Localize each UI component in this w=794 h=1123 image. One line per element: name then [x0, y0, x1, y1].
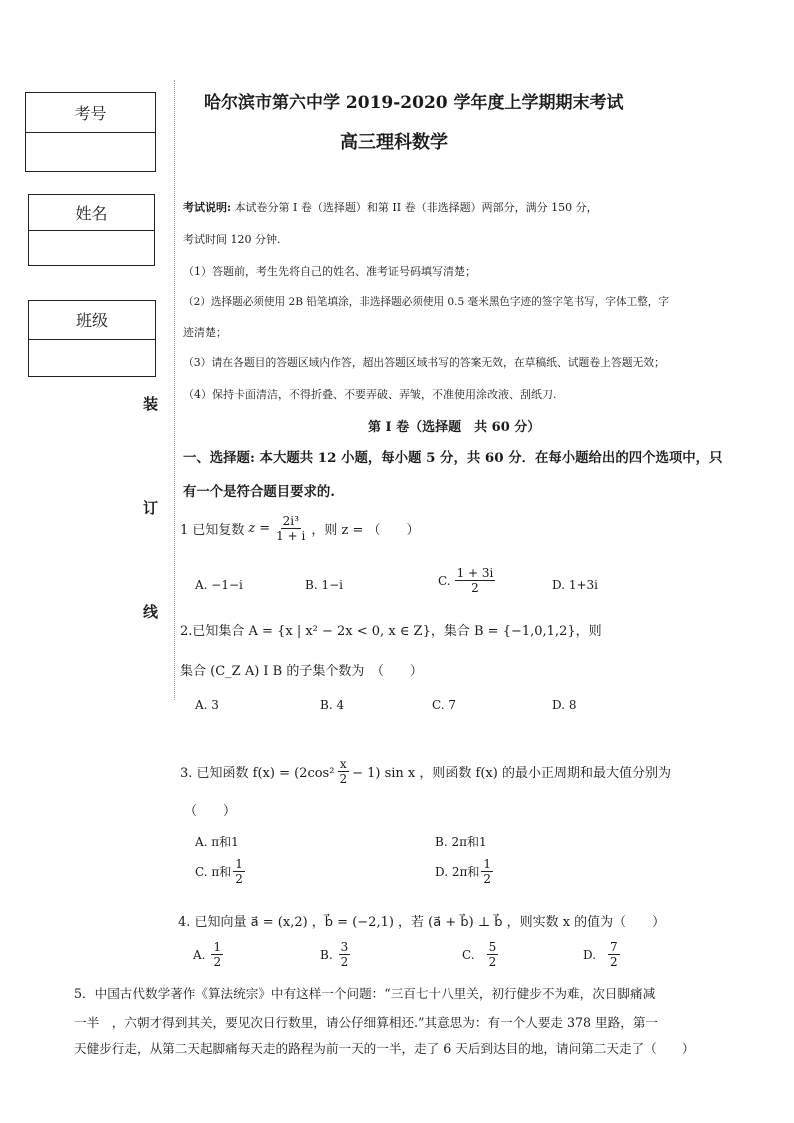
- exam-number-box: [25, 92, 156, 172]
- question-2-line1: 2.已知集合 A = {x | x² − 2x < 0, x ∈ Z}，集合 B = {−1,0,1,2}，则: [180, 624, 602, 639]
- q1-fraction: [274, 514, 307, 543]
- q4-option-b-numerator: 3: [340, 940, 349, 954]
- q4-option-c-denominator: 2: [488, 955, 497, 969]
- q1-numerator: 2i³: [282, 514, 299, 528]
- instructions-lead-label: 考试说明:: [183, 201, 232, 214]
- q4-option-a-numerator: 1: [213, 940, 222, 954]
- binding-char-ding: 订: [143, 499, 159, 517]
- q4-option-c[interactable]: [462, 940, 498, 969]
- question-5-line2: 一半 ，六朝才得到其关，要见次日行数里，请公仔细算相还.”其意思为：有一个人要走 378 里路，第一: [74, 1015, 659, 1030]
- q4-option-b[interactable]: [320, 940, 350, 969]
- binding-dotted-line: [174, 80, 175, 700]
- q1-option-c[interactable]: [438, 566, 495, 595]
- q4-option-c-numerator: 5: [488, 940, 497, 954]
- question-3: [180, 757, 671, 786]
- question-1: [180, 514, 419, 543]
- q3-option-d-numerator: 1: [483, 857, 491, 871]
- q1-z: z: [248, 521, 256, 536]
- instruction-item-2-cont: 迹清楚；: [183, 326, 227, 339]
- q1-equals: =: [259, 521, 271, 536]
- q3-option-d-denominator: 2: [483, 872, 491, 886]
- q2-option-b[interactable]: B. 4: [320, 698, 345, 712]
- binding-char-zhuang: 装: [143, 395, 159, 413]
- class-field[interactable]: [29, 340, 155, 378]
- q3-option-d-label: D. 2π和: [435, 865, 480, 879]
- q3-post: − 1) sin x ，则函数 f(x) 的最小正周期和最大值分别为: [352, 766, 671, 781]
- q1-option-d[interactable]: D. 1+3i: [552, 578, 598, 592]
- instruction-item-1: （1）答题前，考生先将自己的姓名、准考证号码填写清楚；: [183, 265, 476, 278]
- class-label: 班级: [29, 301, 155, 340]
- instructions-time: 考试时间 120 分钟.: [183, 233, 281, 246]
- q4-option-a-denominator: 2: [213, 955, 222, 969]
- q4-option-d-label: D.: [583, 947, 597, 962]
- q1-option-c-fraction: [455, 566, 496, 595]
- q4-option-a-label: A.: [193, 947, 206, 962]
- question-5-line3: 天健步行走，从第二天起脚痛每天走的路程为前一天的一半，走了 6 天后到达目的地，请问第二天走了（ ）: [74, 1041, 695, 1056]
- question-5-line1: 5．中国古代数学著作《算法统宗》中有这样一个问题：“三百七十八里关，初行健步不为难，次日脚痛减: [74, 986, 656, 1001]
- q1-option-b[interactable]: B. 1−i: [305, 578, 343, 592]
- q3-numerator: x: [339, 757, 347, 771]
- q1-option-a[interactable]: A. −1−i: [195, 578, 243, 592]
- instruction-item-4: （4）保持卡面清洁，不得折叠、不要弄破、弄皱，不准使用涂改液、刮纸刀.: [183, 388, 557, 401]
- q3-option-a[interactable]: A. π和1: [195, 835, 239, 849]
- instruction-item-3: （3）请在各题目的答题区域内作答，超出答题区域书写的答案无效，在草稿纸、试题卷上答题无效；: [183, 356, 665, 369]
- q1-option-c-denominator: 2: [471, 581, 479, 595]
- exam-number-label: 考号: [26, 93, 155, 133]
- name-label: 姓名: [29, 195, 154, 231]
- q4-option-d-denominator: 2: [610, 955, 618, 969]
- q3-option-c[interactable]: [195, 857, 245, 886]
- q1-denominator: 1 + i: [276, 529, 306, 543]
- section-instructions-line2: 有一个是符合题目要求的.: [183, 484, 335, 500]
- q3-option-c-denominator: 2: [235, 872, 243, 886]
- q3-option-c-fraction: [233, 857, 245, 886]
- q3-option-b[interactable]: B. 2π和1: [435, 835, 487, 849]
- q4-option-b-fraction: [339, 940, 351, 969]
- exam-subtitle: 高三理科数学: [340, 132, 448, 153]
- q4-option-d-fraction: [608, 940, 620, 969]
- question-2-line2: 集合 (C_Z A) I B 的子集个数为 （ ）: [180, 664, 423, 679]
- q4-option-c-fraction: [487, 940, 499, 969]
- q2-option-a[interactable]: A. 3: [195, 698, 219, 712]
- instructions-lead-text: 本试卷分第 I 卷（选择题）和第 II 卷（非选择题）两部分，满分 150 分，: [234, 201, 598, 214]
- q3-option-d[interactable]: [435, 857, 493, 886]
- q1-prefix: 1 已知复数: [180, 523, 245, 538]
- q2-option-d[interactable]: D. 8: [552, 698, 577, 712]
- q1-suffix: ，则 z = （ ）: [311, 523, 420, 538]
- section-instructions-line1: 一、选择题: 本大题共 12 小题，每小题 5 分，共 60 分．在每小题给出的四个选项中，只: [183, 450, 723, 466]
- instructions-lead: [183, 199, 598, 215]
- binding-char-xian: 线: [143, 603, 159, 621]
- question-4: 4. 已知向量 a⃗ = (x,2) ，b⃗ = (−2,1) ，若 (a⃗ + b⃗) ⊥ b⃗ ，则实数 x 的值为（ ）: [178, 915, 666, 930]
- q4-option-b-label: B.: [320, 947, 333, 962]
- q3-fraction: [337, 757, 349, 786]
- q4-option-b-denominator: 2: [340, 955, 349, 969]
- exam-title: 哈尔滨市第六中学 2019-2020 学年度上学期期末考试: [204, 93, 624, 113]
- q3-option-d-fraction: [481, 857, 493, 886]
- q3-option-c-label: C. π和: [195, 865, 232, 879]
- name-box: [28, 194, 155, 266]
- q4-option-a[interactable]: [193, 940, 223, 969]
- q1-option-c-numerator: 1 + 3i: [456, 566, 494, 580]
- q3-option-c-numerator: 1: [235, 857, 243, 871]
- q4-option-d[interactable]: [583, 940, 620, 969]
- exam-number-field[interactable]: [26, 133, 155, 172]
- q1-option-c-label: C.: [438, 573, 451, 588]
- q4-option-a-fraction: [211, 940, 223, 969]
- q4-option-d-numerator: 7: [610, 940, 618, 954]
- q3-pre: 3. 已知函数 f(x) = (2cos²: [180, 766, 335, 781]
- q4-option-c-label: C.: [462, 947, 475, 962]
- q3-denominator: 2: [339, 772, 348, 786]
- part1-heading: 第 I 卷（选择题 共 60 分）: [368, 420, 541, 435]
- class-box: [28, 300, 156, 377]
- q3-paren: （ ）: [184, 804, 237, 819]
- name-field[interactable]: [29, 231, 154, 266]
- q2-option-c[interactable]: C. 7: [432, 698, 457, 712]
- instruction-item-2: （2）选择题必须使用 2B 铅笔填涂，非选择题必须使用 0.5 毫米黑色字迹的签字笔书写，字体工整，字: [183, 296, 669, 308]
